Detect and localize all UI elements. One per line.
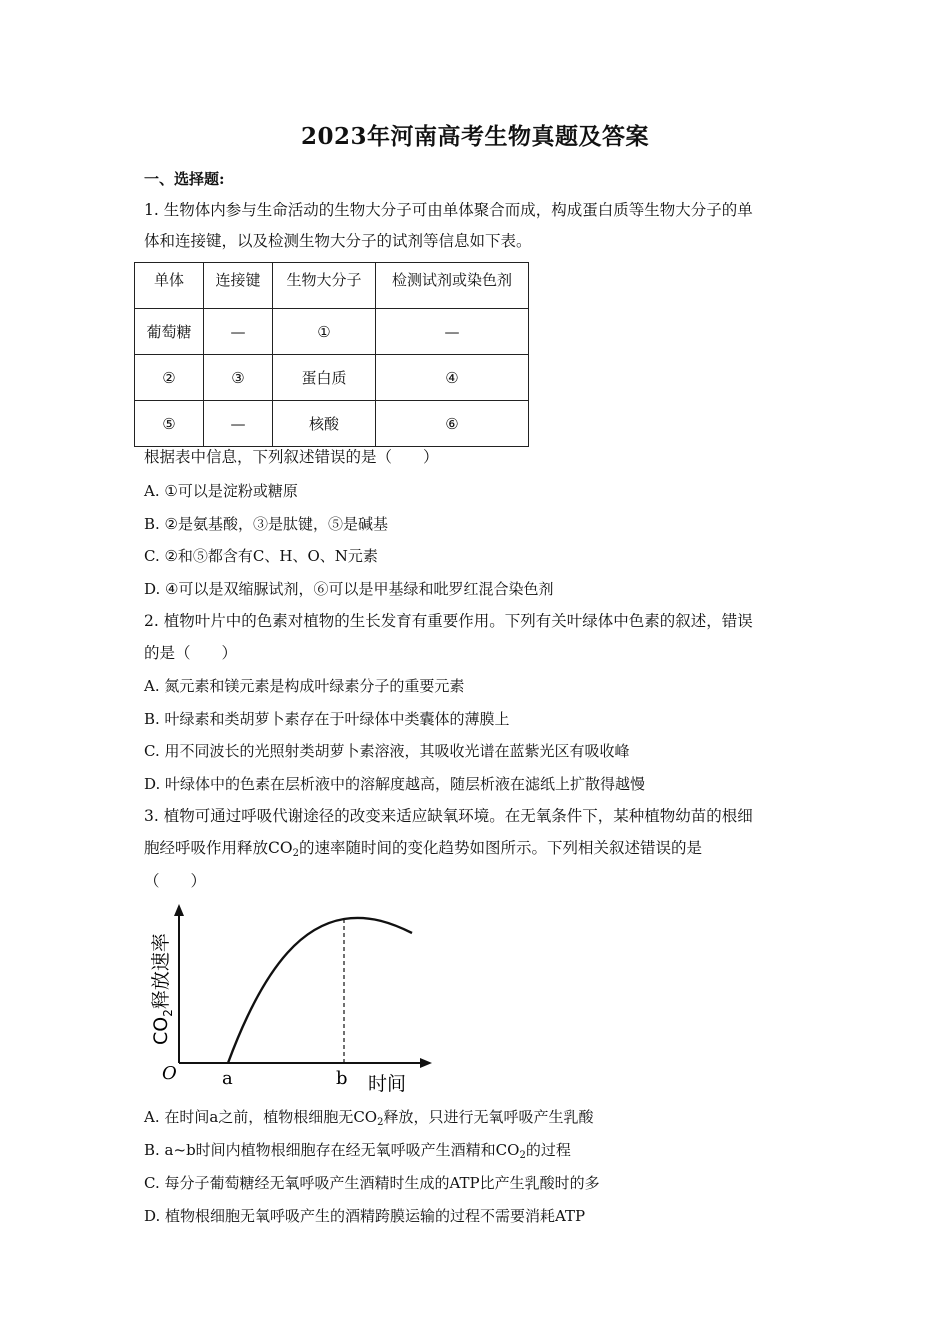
table-row bbox=[135, 309, 529, 355]
table-cell: — bbox=[204, 401, 273, 447]
table-cell: ⑥ bbox=[376, 401, 529, 447]
table-cell: 蛋白质 bbox=[273, 355, 376, 401]
q3-option-d: D. 植物根细胞无氧呼吸产生的酒精跨膜运输的过程不需要消耗ATP bbox=[144, 1207, 586, 1225]
table-cell: ⑤ bbox=[135, 401, 204, 447]
q1-stem-line2: 体和连接键，以及检测生物大分子的试剂等信息如下表。 bbox=[144, 232, 532, 250]
tick-a-label: a bbox=[222, 1068, 233, 1089]
page-title: 2023年河南高考生物真题及答案 bbox=[300, 123, 649, 150]
origin-label: O bbox=[162, 1063, 177, 1084]
table-cell: 葡萄糖 bbox=[135, 309, 204, 355]
q2-option-d: D. 叶绿体中的色素在层析液中的溶解度越高，随层析液在滤纸上扩散得越慢 bbox=[144, 775, 646, 793]
table-header-cell: 连接键 bbox=[204, 263, 273, 309]
co2-release-graph bbox=[140, 895, 440, 1095]
q1-option-b: B. ②是氨基酸，③是肽键，⑤是碱基 bbox=[144, 515, 389, 533]
q1-stem-line1: 1. 生物体内参与生命活动的生物大分子可由单体聚合而成，构成蛋白质等生物大分子的单 bbox=[144, 201, 753, 219]
q2-stem-line2: 的是（ ） bbox=[144, 644, 238, 662]
table-cell: 核酸 bbox=[273, 401, 376, 447]
q3-stem-line2: 胞经呼吸作用释放$CO_2$的速率随时间的变化趋势如图所示。下列相关叙述错误的是 bbox=[144, 839, 702, 859]
table-cell: ② bbox=[135, 355, 204, 401]
table-row bbox=[135, 355, 529, 401]
table-header-row bbox=[135, 263, 529, 309]
table-cell: — bbox=[376, 309, 529, 355]
table-row bbox=[135, 401, 529, 447]
q3-option-c: C. 每分子葡萄糖经无氧呼吸产生酒精时生成的ATP比产生乳酸时的多 bbox=[144, 1174, 600, 1192]
y-axis-label: $CO_2$释放速率 bbox=[150, 933, 175, 1045]
table-header-cell: 单体 bbox=[135, 263, 204, 309]
rate-curve bbox=[228, 918, 412, 1063]
q1-option-c: C. ②和⑤都含有C、H、O、N元素 bbox=[144, 547, 378, 565]
q3-option-a: A. 在时间a之前，植物根细胞无$CO_2$释放，只进行无氧呼吸产生乳酸 bbox=[144, 1108, 594, 1128]
q2-option-c: C. 用不同波长的光照射类胡萝卜素溶液，其吸收光谱在蓝紫光区有吸收峰 bbox=[144, 742, 630, 760]
q2-option-a: A. 氮元素和镁元素是构成叶绿素分子的重要元素 bbox=[144, 677, 465, 695]
q2-option-b: B. 叶绿素和类胡萝卜素存在于叶绿体中类囊体的薄膜上 bbox=[144, 710, 510, 728]
table-header-cell: 生物大分子 bbox=[273, 263, 376, 309]
table-header-cell: 检测试剂或染色剂 bbox=[376, 263, 529, 309]
table-cell: — bbox=[204, 309, 273, 355]
q2-stem-line1: 2. 植物叶片中的色素对植物的生长发育有重要作用。下列有关叶绿体中色素的叙述，错误 bbox=[144, 612, 753, 630]
q3-stem-line3: （ ） bbox=[144, 872, 207, 890]
q1-option-a: A. ①可以是淀粉或糖原 bbox=[144, 482, 298, 500]
section-heading: 一、选择题: bbox=[144, 170, 225, 188]
q3-stem-line1: 3. 植物可通过呼吸代谢途径的改变来适应缺氧环境。在无氧条件下，某种植物幼苗的根细 bbox=[144, 807, 753, 825]
y-axis-arrow-icon bbox=[174, 904, 184, 916]
tick-b-label: b bbox=[336, 1068, 348, 1089]
x-axis-arrow-icon bbox=[420, 1058, 432, 1068]
table-cell: ③ bbox=[204, 355, 273, 401]
biomolecule-table bbox=[134, 262, 529, 447]
x-axis-label: 时间 bbox=[368, 1073, 407, 1095]
table-cell: ① bbox=[273, 309, 376, 355]
q1-question: 根据表中信息，下列叙述错误的是（ ） bbox=[144, 448, 439, 466]
table-cell: ④ bbox=[376, 355, 529, 401]
q1-option-d: D. ④可以是双缩脲试剂，⑥可以是甲基绿和吡罗红混合染色剂 bbox=[144, 580, 554, 598]
q3-option-b: B. a~b时间内植物根细胞存在经无氧呼吸产生酒精和$CO_2$的过程 bbox=[144, 1141, 571, 1161]
